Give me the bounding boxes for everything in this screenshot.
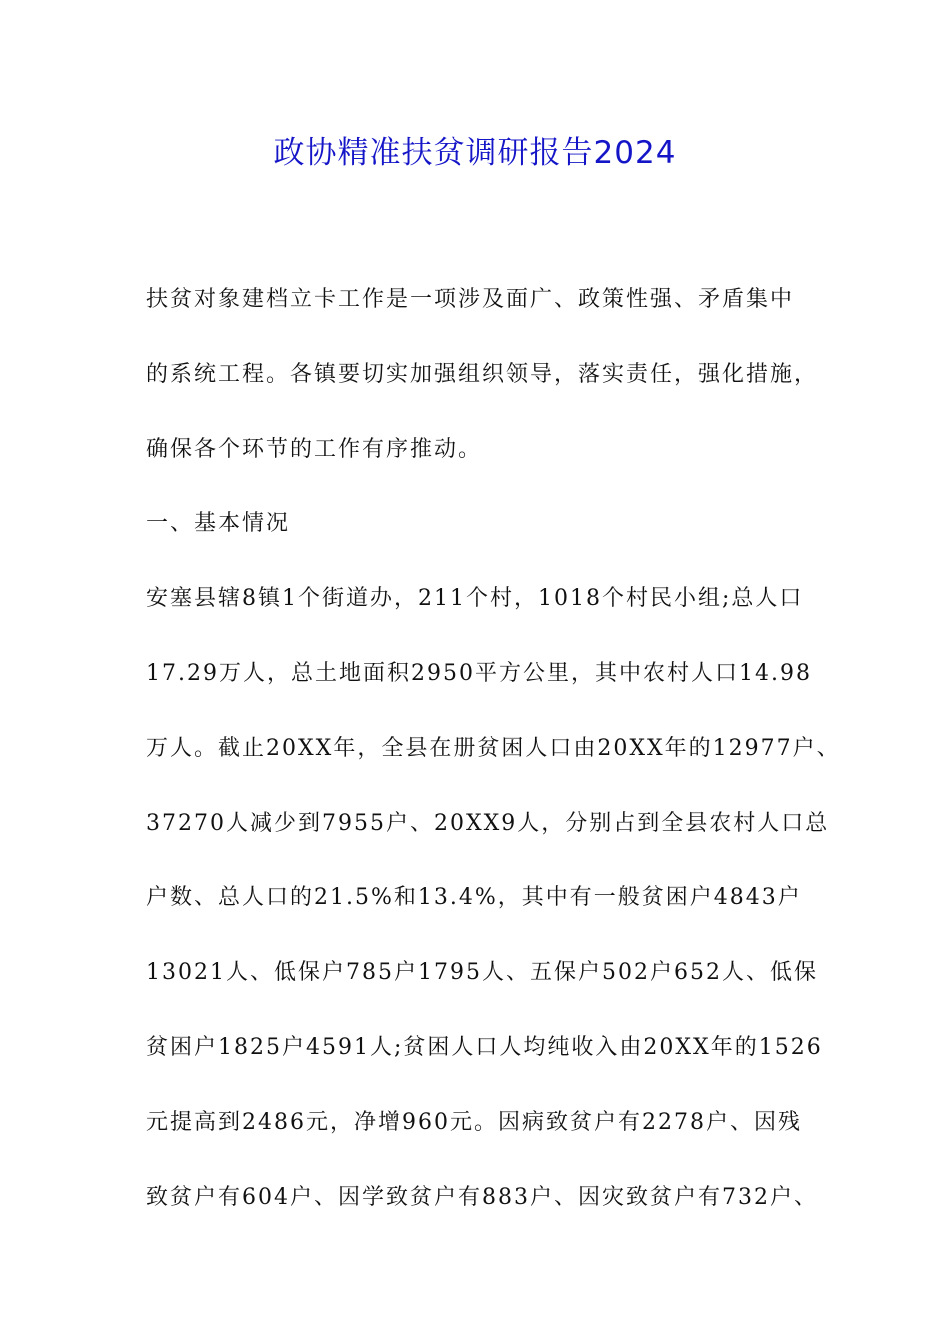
- paragraph-line: 扶贫对象建档立卡工作是一项涉及面广、政策性强、矛盾集中: [146, 287, 795, 312]
- paragraph-line: 确保各个环节的工作有序推动。: [146, 436, 483, 462]
- paragraph-line: 13021人、低保户785户1795人、五保户502户652人、低保: [146, 960, 818, 986]
- paragraph-line: 元提高到2486元，净增960元。因病致贫户有2278户、因残: [146, 1109, 802, 1135]
- paragraph-line: 安塞县辖8镇1个街道办，211个村，1018个村民小组;总人口: [146, 586, 804, 612]
- paragraph-line: 贫困户1825户4591人;贫困人口人均纯收入由20XX年的1526: [146, 1034, 823, 1060]
- paragraph-line: 万人。截止20XX年，全县在册贫困人口由20XX年的12977户、: [146, 735, 841, 761]
- paragraph-line: 的系统工程。各镇要切实加强组织领导，落实责任，强化措施，: [146, 361, 819, 387]
- document-title: 政协精准扶贫调研报告2024: [273, 135, 677, 171]
- section-heading: 一、基本情况: [146, 511, 291, 537]
- paragraph-line: 17.29万人，总土地面积2950平方公里，其中农村人口14.98: [146, 660, 812, 686]
- paragraph-line: 户数、总人口的21.5%和13.4%，其中有一般贫困户4843户: [146, 885, 802, 911]
- paragraph-line: 致贫户有604户、因学致贫户有883户、因灾致贫户有732户、: [146, 1184, 818, 1210]
- document-body: [146, 263, 841, 1235]
- paragraph-line: 37270人减少到7955户、20XX9人，分别占到全县农村人口总: [146, 810, 830, 836]
